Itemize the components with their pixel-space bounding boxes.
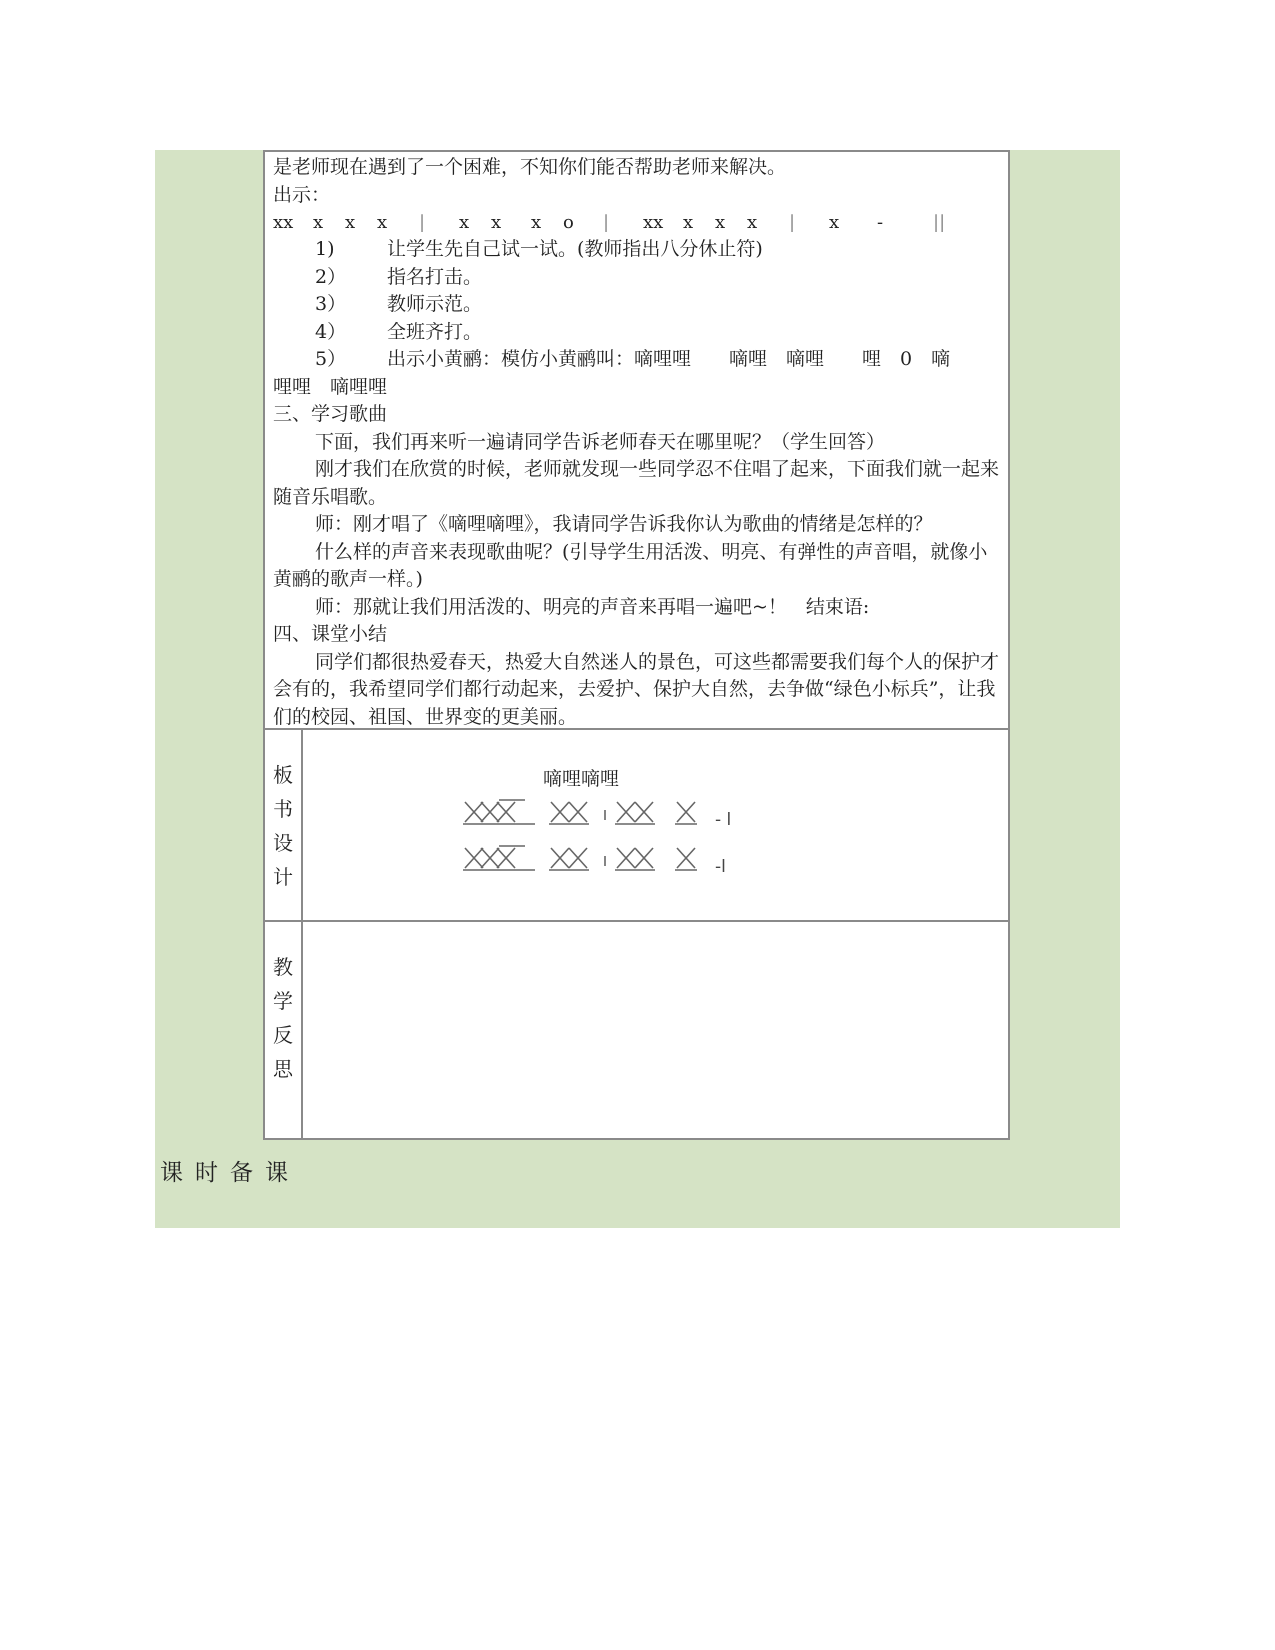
- reflection-content: [303, 922, 1008, 1138]
- section-heading: 三、学习歌曲: [273, 403, 388, 425]
- step-number: 2）: [315, 265, 347, 288]
- label-char: 板: [273, 763, 293, 787]
- step-number: 1): [315, 238, 335, 260]
- rhythm-board-drawing: [303, 730, 1009, 920]
- section-heading: 四、课堂小结: [273, 623, 388, 645]
- step-text: 出示小黄鹂：模仿小黄鹂叫：嘀哩哩 嘀哩 嘀哩 哩 0 嘀: [387, 348, 951, 370]
- step-text: 教师示范。: [387, 293, 483, 315]
- body-paragraph: 什么样的声音来表现歌曲呢？(引导学生用活泼、明亮、有弹性的声音唱，就像小黄鹂的歌声一样。): [273, 540, 988, 590]
- barline: |: [419, 211, 426, 233]
- step-number: 4）: [315, 320, 347, 343]
- rhythm-token: x: [313, 211, 324, 233]
- board-design-content: [303, 730, 1008, 920]
- reflection-row: [265, 922, 1008, 1138]
- step-item: [273, 346, 1002, 374]
- step-item: [273, 319, 1002, 347]
- rhythm-token: x: [345, 211, 356, 233]
- rhythm-token: x: [715, 211, 726, 233]
- rhythm-token: x: [747, 211, 758, 233]
- rhythm-token: x: [491, 211, 502, 233]
- rhythm-token: x: [459, 211, 470, 233]
- body-line: 哩哩 嘀哩哩: [273, 375, 388, 398]
- lesson-plan-table: [263, 150, 1010, 1140]
- body-paragraph: 师：刚才唱了《嘀哩嘀哩》，我请同学告诉我你认为歌曲的情绪是怎样的？: [315, 513, 933, 535]
- step-text: 指名打击。: [387, 265, 483, 288]
- body-paragraph: 同学们都很热爱春天，热爱大自然迷人的景色，可这些都需要我们每个人的保护才会有的，我希望同学们都行动起来，去爱护、保护大自然，去争做“绿色小标兵”，让我们的校园、祖国、世界变的更美丽。: [273, 650, 1000, 728]
- label-char: 书: [273, 797, 293, 821]
- footer-title: 课时备课: [160, 1160, 300, 1186]
- step-number: 5）: [315, 348, 347, 370]
- steps-list: [273, 236, 1002, 374]
- label-char: 学: [273, 989, 293, 1013]
- label-char: 计: [273, 865, 293, 889]
- body-line: 是老师现在遇到了一个困难，不知你们能否帮助老师来解决。: [273, 156, 787, 178]
- rhythm-token: xx: [643, 211, 664, 233]
- reflection-label: [265, 922, 303, 1138]
- step-item: [273, 291, 1002, 319]
- body-line: 出示：: [273, 183, 331, 206]
- label-char: 设: [273, 831, 293, 855]
- body-paragraph: 刚才我们在欣赏的时候，老师就发现一些同学忍不住唱了起来，下面我们就一起来随音乐唱歌。: [273, 458, 1000, 508]
- rhythm-notation: [273, 209, 1002, 236]
- step-item: [273, 264, 1002, 292]
- step-number: 3）: [315, 293, 347, 315]
- rhythm-token: x: [683, 211, 694, 233]
- barline: |: [603, 211, 610, 233]
- rhythm-token: -: [877, 211, 884, 233]
- lesson-body-cell: [265, 152, 1008, 730]
- row1-tail: - l: [715, 810, 732, 830]
- step-text: 全班齐打。: [387, 320, 483, 343]
- body-paragraph: 下面，我们再来听一遍请同学告诉老师春天在哪里呢？（学生回答）: [315, 430, 886, 453]
- rhythm-token: o: [563, 211, 574, 233]
- rhythm-token: x: [829, 211, 840, 233]
- rhythm-token: x: [377, 211, 388, 233]
- step-item: [273, 236, 1002, 264]
- row2-tail: -l: [715, 857, 726, 877]
- rhythm-marks: [463, 800, 697, 870]
- label-char: 反: [273, 1023, 293, 1047]
- barline: |: [789, 211, 796, 233]
- label-char: 教: [273, 955, 293, 979]
- rhythm-token: x: [531, 211, 542, 233]
- board-design-label: [265, 730, 303, 920]
- board-design-row: [265, 730, 1008, 922]
- body-paragraph: 师：那就让我们用活泼的、明亮的声音来再唱一遍吧~！ 结束语:: [315, 595, 870, 618]
- step-text: 让学生先自己试一试。(教师指出八分休止符): [387, 238, 763, 260]
- board-title: 嘀哩嘀哩: [543, 768, 620, 790]
- rhythm-token: xx: [273, 211, 294, 233]
- label-char: 思: [273, 1057, 293, 1081]
- barline: ||: [933, 211, 946, 233]
